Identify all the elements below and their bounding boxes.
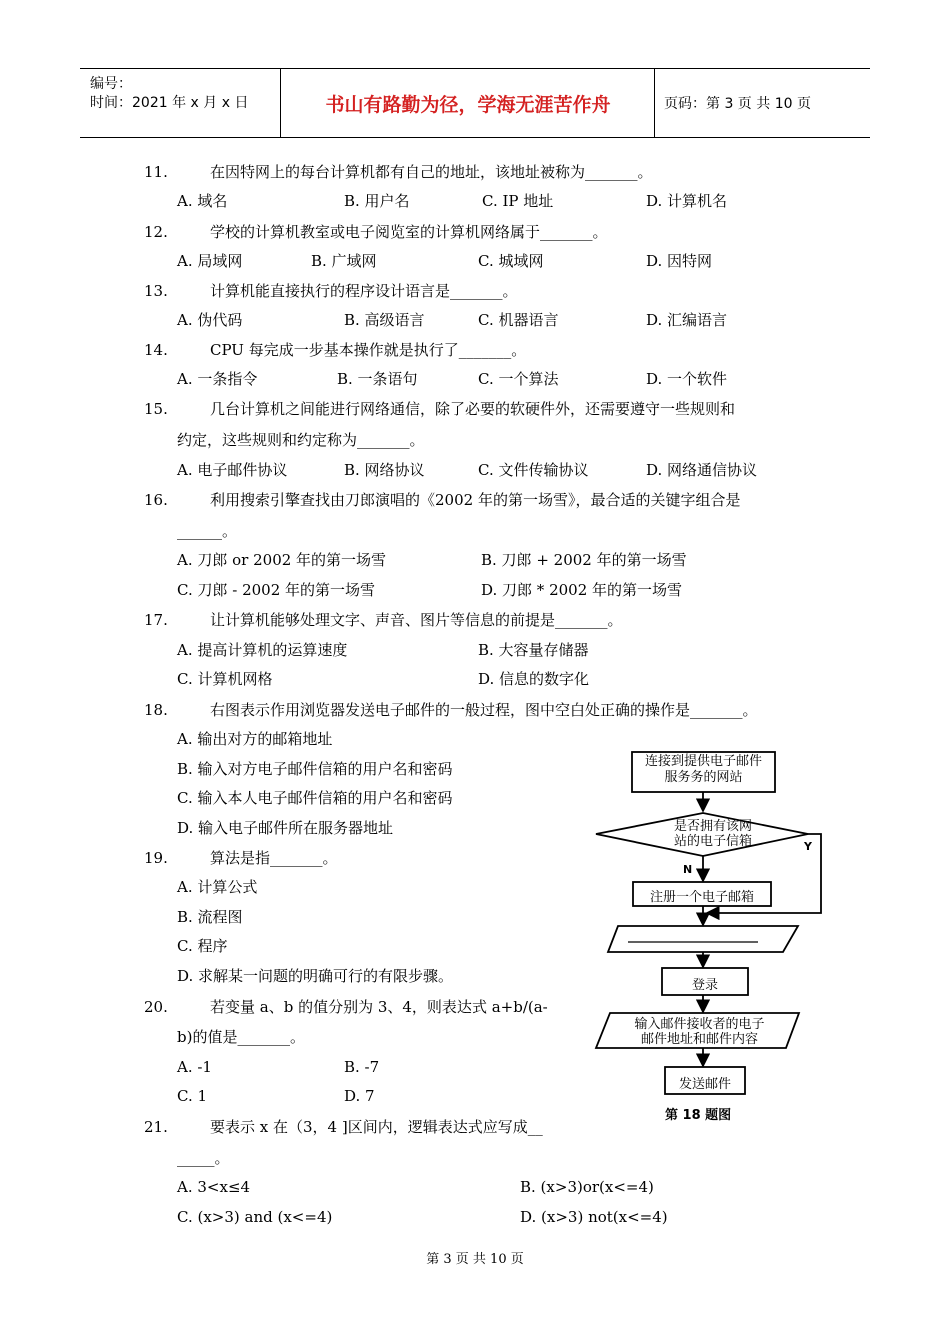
q16-option-b: B. 刀郎 + 2002 年的第一场雪 (481, 551, 687, 569)
q11-stem: 在因特网上的每台计算机都有自己的地址，该地址被称为_______。 (210, 163, 653, 181)
input-recipient-line2: 邮件地址和邮件内容 (640, 1032, 758, 1047)
time-label: 时间：2021 年 x 月 x 日 (90, 95, 249, 111)
page-footer: 第 3 页 共 10 页 (426, 1252, 524, 1267)
q21-option-b: B. (x>3)or(x<=4) (520, 1178, 654, 1196)
q11-option-b: B. 用户名 (344, 192, 410, 210)
q17-option-b: B. 大容量存储器 (478, 641, 589, 659)
q20-number: 20. (144, 998, 168, 1016)
input-recipient-line1: 输入邮件接收者的电子 (634, 1017, 765, 1032)
q19-option-a: A. 计算公式 (177, 878, 258, 896)
page-info: 页码：第 3 页 共 10 页 (664, 96, 811, 112)
q13-option-d: D. 汇编语言 (646, 311, 728, 329)
q18-option-d: D. 输入电子邮件所在服务器地址 (177, 819, 394, 837)
q12-option-d: D. 因特网 (646, 252, 713, 270)
flowchart-caption: 第 18 题图 (665, 1108, 732, 1123)
q12-option-b: B. 广域网 (311, 252, 377, 270)
q16-stem: 利用搜索引擎查找由刀郎演唱的《2002 年的第一场雪》，最合适的关键字组合是 (210, 491, 741, 509)
q19-option-d: D. 求解某一问题的明确可行的有限步骤。 (177, 967, 454, 985)
q12-option-c: C. 城域网 (478, 252, 544, 270)
q18-option-c: C. 输入本人电子邮件信箱的用户名和密码 (177, 789, 453, 807)
q18-option-a: A. 输出对方的邮箱地址 (177, 730, 333, 748)
q18-stem: 右图表示作用浏览器发送电子邮件的一般过程，图中空白处正确的操作是_______。 (210, 701, 758, 719)
q20-option-b: B. -7 (344, 1058, 380, 1076)
blank-parallelogram (608, 926, 798, 952)
q13-option-c: C. 机器语言 (478, 311, 559, 329)
send-label: 发送邮件 (678, 1077, 731, 1092)
q15-option-c: C. 文件传输协议 (478, 461, 589, 479)
q14-option-a: A. 一条指令 (177, 370, 258, 388)
q17-number: 17. (144, 611, 168, 629)
q19-stem: 算法是指_______。 (210, 849, 338, 867)
q17-stem: 让计算机能够处理文字、声音、图片等信息的前提是_______。 (210, 611, 623, 629)
login-label: 登录 (691, 978, 718, 993)
number-label: 编号： (90, 76, 132, 92)
q21-option-d: D. (x>3) not(x<=4) (520, 1208, 668, 1226)
q17-option-c: C. 计算机网格 (177, 670, 273, 688)
q11-number: 11. (144, 163, 168, 181)
q17-option-d: D. 信息的数字化 (478, 670, 590, 688)
q14-option-c: C. 一个算法 (478, 370, 559, 388)
q11-option-c: C. IP 地址 (482, 192, 554, 210)
decision-line2: 站的电子信箱 (673, 834, 752, 849)
q15-number: 15. (144, 400, 168, 418)
q16-number: 16. (144, 491, 168, 509)
q19-number: 19. (144, 849, 168, 867)
q16-option-d: D. 刀郎 * 2002 年的第一场雪 (481, 581, 683, 599)
q21-stem: 要表示 x 在（3，4 ]区间内，逻辑表达式应写成__ (210, 1118, 543, 1136)
q19-option-b: B. 流程图 (177, 908, 243, 926)
q15-option-d: D. 网络通信协议 (646, 461, 758, 479)
q20-stem: 若变量 a、b 的值分别为 3、4，则表达式 a+b/(a- (210, 998, 548, 1016)
q20-stem-continued: b)的值是_______。 (177, 1028, 305, 1046)
q16-option-c: C. 刀郎 - 2002 年的第一场雪 (177, 581, 376, 599)
q13-option-a: A. 伪代码 (177, 311, 243, 329)
q15-option-a: A. 电子邮件协议 (177, 461, 288, 479)
q11-option-a: A. 域名 (177, 192, 228, 210)
q16-stem-continued: ______。 (177, 522, 238, 540)
q17-option-a: A. 提高计算机的运算速度 (177, 641, 348, 659)
q20-option-c: C. 1 (177, 1087, 208, 1105)
q15-option-b: B. 网络协议 (344, 461, 425, 479)
q20-option-a: A. -1 (177, 1058, 212, 1076)
q16-option-a: A. 刀郎 or 2002 年的第一场雪 (177, 551, 387, 569)
q19-option-c: C. 程序 (177, 937, 228, 955)
q11-option-d: D. 计算机名 (646, 192, 728, 210)
q13-option-b: B. 高级语言 (344, 311, 425, 329)
motto: 书山有路勤为径，学海无涯苦作舟 (282, 69, 655, 137)
yes-label: Y (804, 840, 812, 853)
q12-number: 12. (144, 223, 168, 241)
q18-option-b: B. 输入对方电子邮件信箱的用户名和密码 (177, 760, 453, 778)
decision-line1: 是否拥有该网 (673, 819, 752, 834)
q14-stem: CPU 每完成一步基本操作就是执行了_______。 (210, 341, 527, 359)
q21-option-a: A. 3<x≤4 (177, 1178, 251, 1196)
q21-stem-continued: _____。 (177, 1149, 230, 1167)
q12-stem: 学校的计算机教室或电子阅览室的计算机网络属于_______。 (210, 223, 608, 241)
no-label: N (683, 863, 693, 876)
q13-number: 13. (144, 282, 168, 300)
q14-option-d: D. 一个软件 (646, 370, 728, 388)
page-header (80, 68, 870, 138)
q14-number: 14. (144, 341, 168, 359)
q21-option-c: C. (x>3) and (x<=4) (177, 1208, 333, 1226)
connect-box-line1: 连接到提供电子邮件 (644, 754, 762, 769)
header-info (80, 69, 281, 137)
q15-stem-continued: 约定，这些规则和约定称为_______。 (177, 431, 425, 449)
q15-stem: 几台计算机之间能进行网络通信，除了必要的软硬件外，还需要遵守一些规则和 (210, 400, 736, 418)
q21-number: 21. (144, 1118, 168, 1136)
q20-option-d: D. 7 (344, 1087, 375, 1105)
q14-option-b: B. 一条语句 (337, 370, 418, 388)
q18-number: 18. (144, 701, 168, 719)
q12-option-a: A. 局域网 (177, 252, 243, 270)
q13-stem: 计算机能直接执行的程序设计语言是_______。 (210, 282, 518, 300)
connect-box-line2: 服务务的网站 (664, 770, 743, 785)
register-label: 注册一个电子邮箱 (649, 890, 754, 905)
